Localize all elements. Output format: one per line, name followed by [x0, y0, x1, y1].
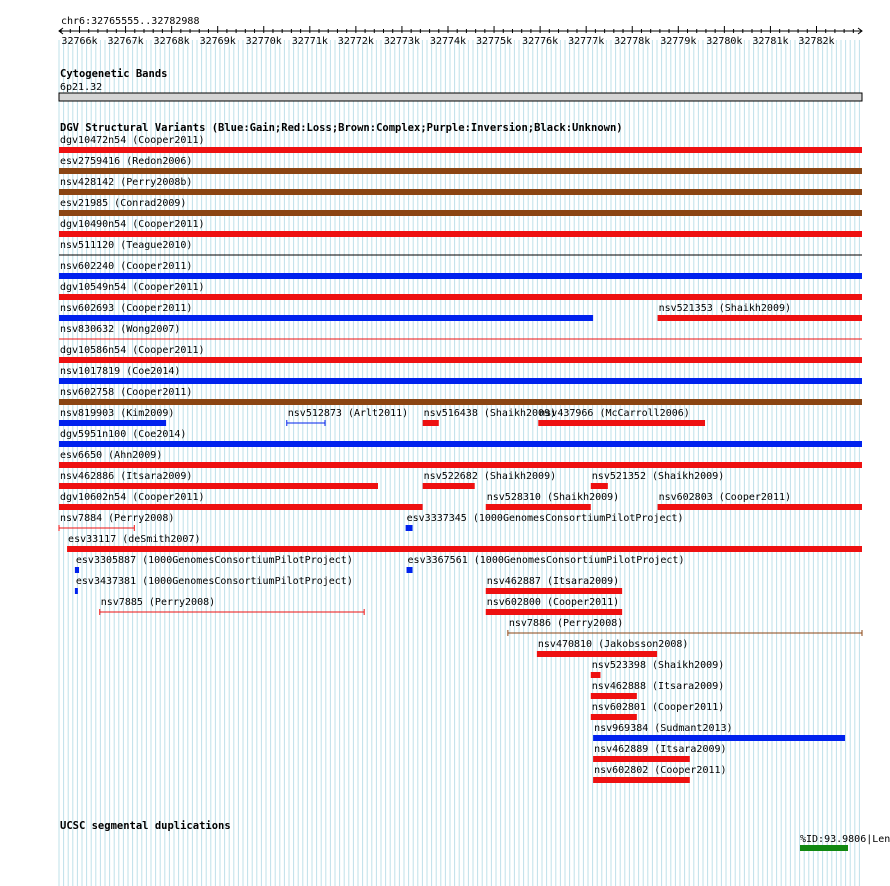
dgv-features[interactable]	[59, 135, 862, 783]
dgv-feature-label: nsv462886 (Itsara2009)	[60, 471, 193, 482]
dgv-feature-label: nsv602758 (Cooper2011)	[60, 387, 193, 398]
dgv-feature-bar[interactable]	[59, 210, 862, 216]
ruler-tick-label: 32776k	[522, 36, 559, 47]
dgv-feature-label: nsv830632 (Wong2007)	[60, 324, 181, 335]
ruler-tick-label: 32770k	[245, 36, 282, 47]
dgv-feature-bar[interactable]	[591, 672, 601, 678]
dgv-feature-label: nsv602240 (Cooper2011)	[60, 261, 193, 272]
dgv-feature-label: nsv428142 (Perry2008b)	[60, 177, 193, 188]
dgv-feature-label: dgv10586n54 (Cooper2011)	[60, 345, 205, 356]
dgv-feature-bar[interactable]	[591, 693, 637, 699]
dgv-feature-label: nsv462888 (Itsara2009)	[591, 681, 725, 692]
dgv-feature-label: esv3437381 (1000GenomesConsortiumPilotProject)	[75, 576, 353, 587]
dgv-feature-label: esv2759416 (Redon2006)	[60, 156, 193, 167]
dgv-feature-label: nsv528310 (Shaikh2009)	[486, 492, 620, 503]
ruler-tick-label: 32766k	[61, 36, 98, 47]
dgv-feature-bar[interactable]	[423, 483, 475, 489]
dgv-feature-bar[interactable]	[486, 609, 622, 615]
dgv-feature-bar[interactable]	[486, 504, 591, 510]
dgv-feature-label: esv3305887 (1000GenomesConsortiumPilotProject)	[75, 555, 353, 566]
dgv-feature-bar[interactable]	[59, 399, 862, 405]
dgv-feature-bar[interactable]	[658, 315, 862, 321]
dgv-feature-bar[interactable]	[59, 483, 378, 489]
dgv-feature-bar[interactable]	[537, 651, 657, 657]
dgv-feature-bar[interactable]	[59, 294, 862, 300]
dgv-feature-bar[interactable]	[59, 462, 862, 468]
dgv-feature-label: nsv7886 (Perry2008)	[508, 618, 624, 629]
ruler-tick-label: 32775k	[475, 36, 513, 47]
dgv-feature-bar[interactable]	[593, 777, 690, 783]
ruler-tick-label: 32778k	[614, 36, 651, 47]
coordinate-ruler[interactable]	[59, 26, 862, 47]
segdup-track-title[interactable]: UCSC segmental duplications	[60, 820, 231, 832]
dgv-feature-label: nsv470810 (Jakobsson2008)	[537, 639, 689, 650]
dgv-feature-bar[interactable]	[593, 756, 690, 762]
dgv-feature-bar[interactable]	[538, 420, 705, 426]
dgv-feature-bar[interactable]	[59, 189, 862, 195]
dgv-feature-label: nsv437966 (McCarroll2006)	[539, 408, 690, 419]
dgv-feature-label: esv6650 (Ahn2009)	[60, 450, 163, 461]
ruler-tick-label: 32777k	[568, 36, 605, 47]
region-label: chr6:32765555..32782988	[61, 16, 200, 27]
dgv-feature-label: nsv521353 (Shaikh2009)	[658, 303, 792, 314]
dgv-feature-bar[interactable]	[591, 483, 608, 489]
dgv-feature-label: esv3367561 (1000GenomesConsortiumPilotProject)	[407, 555, 685, 566]
ruler-tick-label: 32771k	[291, 36, 328, 47]
dgv-feature-bar[interactable]	[407, 567, 413, 573]
dgv-feature-bar[interactable]	[591, 714, 637, 720]
ruler-tick-label: 32768k	[153, 36, 190, 47]
dgv-feature-bar[interactable]	[59, 378, 862, 384]
dgv-feature-bar[interactable]	[59, 168, 862, 174]
dgv-feature-label: nsv522682 (Shaikh2009)	[423, 471, 557, 482]
dgv-feature-label: dgv10549n54 (Cooper2011)	[60, 282, 205, 293]
dgv-feature-bar[interactable]	[67, 546, 862, 552]
dgv-feature-bar[interactable]	[59, 504, 423, 510]
dgv-feature-label: nsv602803 (Cooper2011)	[658, 492, 792, 503]
dgv-feature-bar[interactable]	[75, 567, 79, 573]
segdup-feature-label: %ID:93.9806|Len	[800, 834, 890, 845]
dgv-feature-bar[interactable]	[486, 588, 622, 594]
ruler-tick-label: 32774k	[429, 36, 467, 47]
dgv-feature-label: dgv10602n54 (Cooper2011)	[60, 492, 205, 503]
segdup-feature-bar[interactable]	[800, 845, 848, 851]
dgv-feature-bar[interactable]	[423, 420, 439, 426]
dgv-feature-bar[interactable]	[59, 420, 166, 426]
dgv-feature-bar[interactable]	[658, 504, 862, 510]
ruler-tick-label: 32781k	[752, 36, 789, 47]
dgv-feature-label: nsv521352 (Shaikh2009)	[591, 471, 725, 482]
dgv-feature-bar[interactable]	[59, 273, 862, 279]
cytoband-track-title[interactable]: Cytogenetic Bands	[60, 68, 168, 80]
ruler-tick-label: 32769k	[199, 36, 236, 47]
dgv-feature-label: nsv516438 (Shaikh2009)	[423, 408, 557, 419]
dgv-feature-label: nsv819903 (Kim2009)	[60, 408, 175, 419]
dgv-feature-bar[interactable]	[406, 525, 413, 531]
dgv-feature-bar[interactable]	[593, 735, 845, 741]
dgv-feature-label: nsv7885 (Perry2008)	[100, 597, 216, 608]
dgv-feature-range[interactable]	[100, 609, 364, 615]
dgv-feature-label: nsv462887 (Itsara2009)	[486, 576, 620, 587]
dgv-feature-label: esv21985 (Conrad2009)	[60, 198, 187, 209]
dgv-feature-bar[interactable]	[75, 588, 78, 594]
dgv-feature-label: dgv10472n54 (Cooper2011)	[60, 135, 205, 146]
cytoband-label: 6p21.32	[60, 82, 103, 93]
dgv-feature-label: dgv5951n100 (Coe2014)	[60, 429, 187, 440]
dgv-feature-bar[interactable]	[59, 441, 862, 447]
dgv-feature-label: nsv1017819 (Coe2014)	[60, 366, 181, 377]
dgv-feature-bar[interactable]	[59, 315, 593, 321]
dgv-feature-label: nsv511120 (Teague2010)	[60, 240, 193, 251]
dgv-feature-label: nsv523398 (Shaikh2009)	[591, 660, 725, 671]
ruler-tick-label: 32779k	[660, 36, 697, 47]
dgv-feature-label: nsv602693 (Cooper2011)	[60, 303, 193, 314]
ruler-tick-label: 32767k	[107, 36, 144, 47]
dgv-feature-label: nsv602801 (Cooper2011)	[591, 702, 725, 713]
dgv-feature-bar[interactable]	[59, 357, 862, 363]
dgv-feature-label: nsv602800 (Cooper2011)	[486, 597, 620, 608]
dgv-feature-bar[interactable]	[59, 147, 862, 153]
ruler-tick-label: 32772k	[337, 36, 374, 47]
ruler-tick-label: 32780k	[706, 36, 743, 47]
dgv-feature-label: nsv7884 (Perry2008)	[60, 513, 175, 524]
cytoband-ideogram-bar[interactable]	[59, 93, 862, 101]
dgv-feature-bar[interactable]	[59, 231, 862, 237]
dgv-feature-label: nsv462889 (Itsara2009)	[594, 744, 727, 755]
dgv-feature-label: nsv512873 (Arlt2011)	[287, 408, 409, 419]
dgv-feature-label: nsv602802 (Cooper2011)	[594, 765, 727, 776]
dgv-track-title[interactable]: DGV Structural Variants (Blue:Gain;Red:Loss;Brown:Complex;Purple:Inversion;Black:Unknown)	[60, 122, 623, 134]
ruler-tick-label: 32773k	[383, 36, 420, 47]
dgv-feature-label: nsv969384 (Sudmant2013)	[594, 723, 733, 734]
dgv-feature-label: dgv10490n54 (Cooper2011)	[60, 219, 205, 230]
dgv-feature-range[interactable]	[287, 420, 325, 426]
dgv-feature-label: esv33117 (deSmith2007)	[68, 534, 201, 545]
dgv-feature-label: esv3337345 (1000GenomesConsortiumPilotProject)	[406, 513, 684, 524]
ruler-tick-label: 32782k	[798, 36, 835, 47]
